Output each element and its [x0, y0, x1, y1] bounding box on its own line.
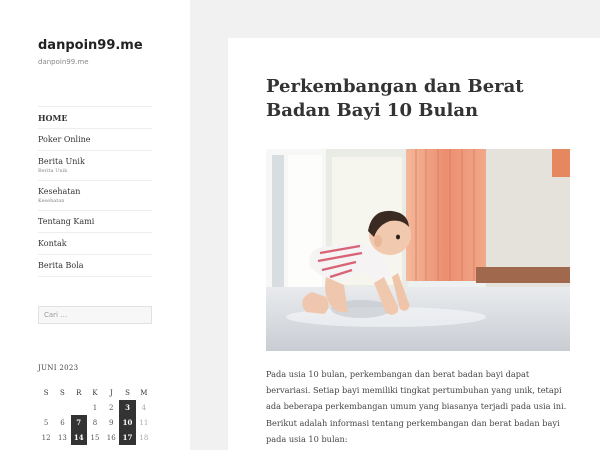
calendar-day: 16 — [106, 433, 116, 442]
calendar-day: 2 — [109, 403, 114, 412]
calendar-caption: JUNI 2023 — [38, 364, 79, 372]
calendar-day-link[interactable]: 7 — [71, 415, 87, 430]
calendar-day: 12 — [41, 433, 51, 442]
menu-item-poker-online[interactable] — [38, 129, 152, 151]
site-title[interactable]: danpoin99.me — [38, 38, 143, 53]
calendar-day: 11 — [139, 418, 149, 427]
calendar-day-link[interactable]: 17 — [119, 430, 135, 445]
featured-image — [266, 149, 570, 351]
menu-item-label: Berita Bola — [38, 261, 84, 270]
site-description: danpoin99.me — [38, 58, 89, 66]
main-content — [228, 38, 600, 450]
menu-item-kesehatan[interactable] — [38, 181, 152, 211]
calendar-week — [38, 430, 152, 445]
calendar-day: 8 — [92, 418, 98, 427]
calendar-day-link[interactable]: 3 — [119, 400, 135, 415]
calendar-day-link[interactable]: 14 — [71, 430, 87, 445]
calendar-weekdays — [38, 385, 152, 400]
weekday: M — [140, 388, 148, 397]
menu-item-label: Kesehatan — [38, 187, 81, 196]
menu-item-sub-label: Kesehatan — [38, 198, 65, 204]
calendar-day: 13 — [57, 433, 67, 442]
menu-item-label: Kontak — [38, 239, 67, 248]
weekday: S — [43, 388, 49, 397]
weekday: K — [92, 388, 98, 397]
calendar-day: 18 — [139, 433, 149, 442]
calendar-week — [38, 400, 152, 415]
sidebar — [0, 0, 190, 450]
menu-item-label: Berita Unik — [38, 157, 85, 166]
search-input[interactable]: Cari … — [38, 306, 152, 324]
menu-item-home[interactable] — [38, 107, 152, 129]
weekday: S — [125, 388, 130, 397]
calendar-week — [38, 415, 152, 430]
calendar-day-link[interactable]: 10 — [119, 415, 135, 430]
calendar-day — [38, 400, 54, 415]
calendar-day: 9 — [109, 418, 114, 427]
weekday: J — [109, 388, 113, 397]
calendar-day: 4 — [141, 403, 147, 412]
post-title[interactable]: Perkembangan dan Berat Badan Bayi 10 Bulan — [266, 76, 524, 121]
menu-item-berita-unik[interactable] — [38, 151, 152, 181]
main-menu — [38, 106, 152, 277]
post-excerpt: Pada usia 10 bulan, perkembangan dan berat badan bayi dapat bervariasi. Setiap bayi memiliki tingkat pertumbuhan yang unik, tetapi ada beberapa perkembangan umum yang biasanya terjadi pada usia ini. Berikut adalah informasi tentang perkembangan dan berat badan bayi pada usia 10 bulan: — [266, 369, 567, 444]
calendar-day — [71, 400, 87, 415]
menu-item-label: Poker Online — [38, 135, 91, 144]
calendar-day: 15 — [90, 433, 100, 442]
calendar-day: 1 — [92, 403, 98, 412]
calendar-day — [54, 400, 70, 415]
menu-item-label: HOME — [38, 113, 68, 123]
menu-item-tentang-kami[interactable] — [38, 211, 152, 233]
weekday: S — [60, 388, 65, 397]
calendar-day: 6 — [60, 418, 65, 427]
menu-item-label: Tentang Kami — [38, 217, 95, 226]
menu-item-kontak[interactable] — [38, 233, 152, 255]
menu-item-berita-bola[interactable] — [38, 255, 152, 277]
calendar-day: 5 — [43, 418, 49, 427]
menu-item-sub-label: Berita Unik — [38, 168, 68, 174]
weekday: R — [76, 388, 82, 397]
calendar — [38, 385, 152, 445]
